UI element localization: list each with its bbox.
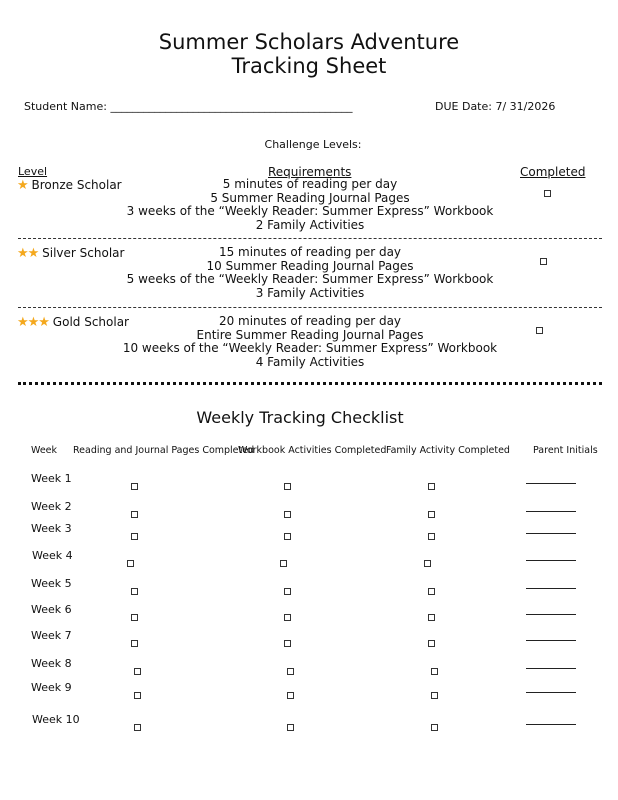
week-label: Week 9 <box>31 681 72 694</box>
family-checkbox[interactable] <box>428 632 435 651</box>
parent-initials-line[interactable] <box>526 614 576 615</box>
requirements-silver <box>120 246 500 300</box>
completed-checkbox-silver[interactable] <box>540 250 547 269</box>
workbook-checkbox[interactable] <box>287 716 294 735</box>
week-label: Week 1 <box>31 472 72 485</box>
requirement-line: 10 Summer Reading Journal Pages <box>206 258 414 273</box>
parent-initials-line[interactable] <box>526 668 576 669</box>
week-label: Week 4 <box>32 549 73 562</box>
student-name-field[interactable]: Student Name: ____________________________________________ <box>24 100 353 113</box>
workbook-checkbox[interactable] <box>284 525 291 544</box>
family-checkbox[interactable] <box>428 606 435 625</box>
week-label: Week 2 <box>31 500 72 513</box>
requirement-line: 3 weeks of the “Weekly Reader: Summer Express” Workbook <box>126 204 494 218</box>
parent-initials-line[interactable] <box>526 640 576 641</box>
challenge-heading: Challenge Levels: <box>264 138 362 151</box>
completed-checkbox-gold[interactable] <box>536 319 543 338</box>
family-checkbox[interactable] <box>428 580 435 599</box>
family-checkbox[interactable] <box>428 503 435 522</box>
family-checkbox[interactable] <box>424 552 431 571</box>
requirement-line: 15 minutes of reading per day <box>218 245 402 259</box>
requirements-gold <box>120 315 500 369</box>
workbook-checkbox[interactable] <box>280 552 287 571</box>
level-row-silver <box>17 246 124 261</box>
requirement-line: Entire Summer Reading Journal Pages <box>196 327 424 342</box>
parent-initials-line[interactable] <box>526 511 576 512</box>
parent-initials-line[interactable] <box>526 588 576 589</box>
star-icon: ★ <box>17 178 28 193</box>
family-checkbox[interactable] <box>428 525 435 544</box>
col-reading-header: Reading and Journal Pages Completed <box>73 445 255 456</box>
col-week-header: Week <box>31 445 58 456</box>
level-name: Gold Scholar <box>52 315 129 329</box>
family-checkbox[interactable] <box>428 475 435 494</box>
requirement-line: 5 minutes of reading per day <box>222 177 398 191</box>
week-label: Week 8 <box>31 657 72 670</box>
family-checkbox[interactable] <box>431 660 438 679</box>
workbook-checkbox[interactable] <box>284 580 291 599</box>
requirement-line: 5 Summer Reading Journal Pages <box>210 190 410 205</box>
col-family-header: Family Activity Completed <box>386 445 510 456</box>
parent-initials-line[interactable] <box>526 483 576 484</box>
family-checkbox[interactable] <box>431 684 438 703</box>
requirement-line: 10 weeks of the “Weekly Reader: Summer Express” Workbook <box>122 341 498 355</box>
level-row-gold <box>17 315 129 330</box>
col-completed-header: Completed <box>520 165 586 179</box>
week-label: Week 5 <box>31 577 72 590</box>
requirement-line: 2 Family Activities <box>255 217 365 232</box>
requirement-line: 3 Family Activities <box>255 285 365 300</box>
workbook-checkbox[interactable] <box>287 660 294 679</box>
parent-initials-line[interactable] <box>526 560 576 561</box>
parent-initials-line[interactable] <box>526 533 576 534</box>
family-checkbox[interactable] <box>431 716 438 735</box>
col-initials-header: Parent Initials <box>533 445 598 456</box>
reading-checkbox[interactable] <box>131 632 138 651</box>
star-icon: ★★ <box>17 246 39 261</box>
requirements-bronze <box>120 178 500 232</box>
divider <box>18 307 602 308</box>
completed-checkbox-bronze[interactable] <box>544 182 551 201</box>
parent-initials-line[interactable] <box>526 724 576 725</box>
col-requirements-header: Requirements <box>268 165 352 179</box>
week-label: Week 6 <box>31 603 72 616</box>
section-divider <box>18 382 602 385</box>
requirement-line: 4 Family Activities <box>255 354 365 369</box>
star-icon: ★★★ <box>17 315 49 330</box>
reading-checkbox[interactable] <box>131 525 138 544</box>
weekly-heading: Weekly Tracking Checklist <box>196 408 404 427</box>
workbook-checkbox[interactable] <box>284 475 291 494</box>
reading-checkbox[interactable] <box>134 716 141 735</box>
title-line-1: Summer Scholars Adventure <box>158 30 460 54</box>
due-date: DUE Date: 7/ 31/2026 <box>435 100 556 113</box>
week-label: Week 3 <box>31 522 72 535</box>
reading-checkbox[interactable] <box>131 580 138 599</box>
workbook-checkbox[interactable] <box>287 684 294 703</box>
level-name: Silver Scholar <box>42 246 125 260</box>
workbook-checkbox[interactable] <box>284 606 291 625</box>
reading-checkbox[interactable] <box>131 503 138 522</box>
title-line-2: Tracking Sheet <box>231 54 387 78</box>
requirement-line: 5 weeks of the “Weekly Reader: Summer Express” Workbook <box>126 272 494 286</box>
requirement-line: 20 minutes of reading per day <box>218 314 402 328</box>
reading-checkbox[interactable] <box>127 552 134 571</box>
reading-checkbox[interactable] <box>131 606 138 625</box>
col-level-header: Level <box>18 165 48 178</box>
workbook-checkbox[interactable] <box>284 632 291 651</box>
workbook-checkbox[interactable] <box>284 503 291 522</box>
divider <box>18 238 602 239</box>
week-label: Week 7 <box>31 629 72 642</box>
col-workbook-header: Workbook Activities Completed <box>238 445 387 456</box>
level-name: Bronze Scholar <box>31 178 122 192</box>
reading-checkbox[interactable] <box>134 684 141 703</box>
level-row-bronze <box>17 178 122 193</box>
reading-checkbox[interactable] <box>131 475 138 494</box>
reading-checkbox[interactable] <box>134 660 141 679</box>
parent-initials-line[interactable] <box>526 692 576 693</box>
week-label: Week 10 <box>32 713 80 726</box>
